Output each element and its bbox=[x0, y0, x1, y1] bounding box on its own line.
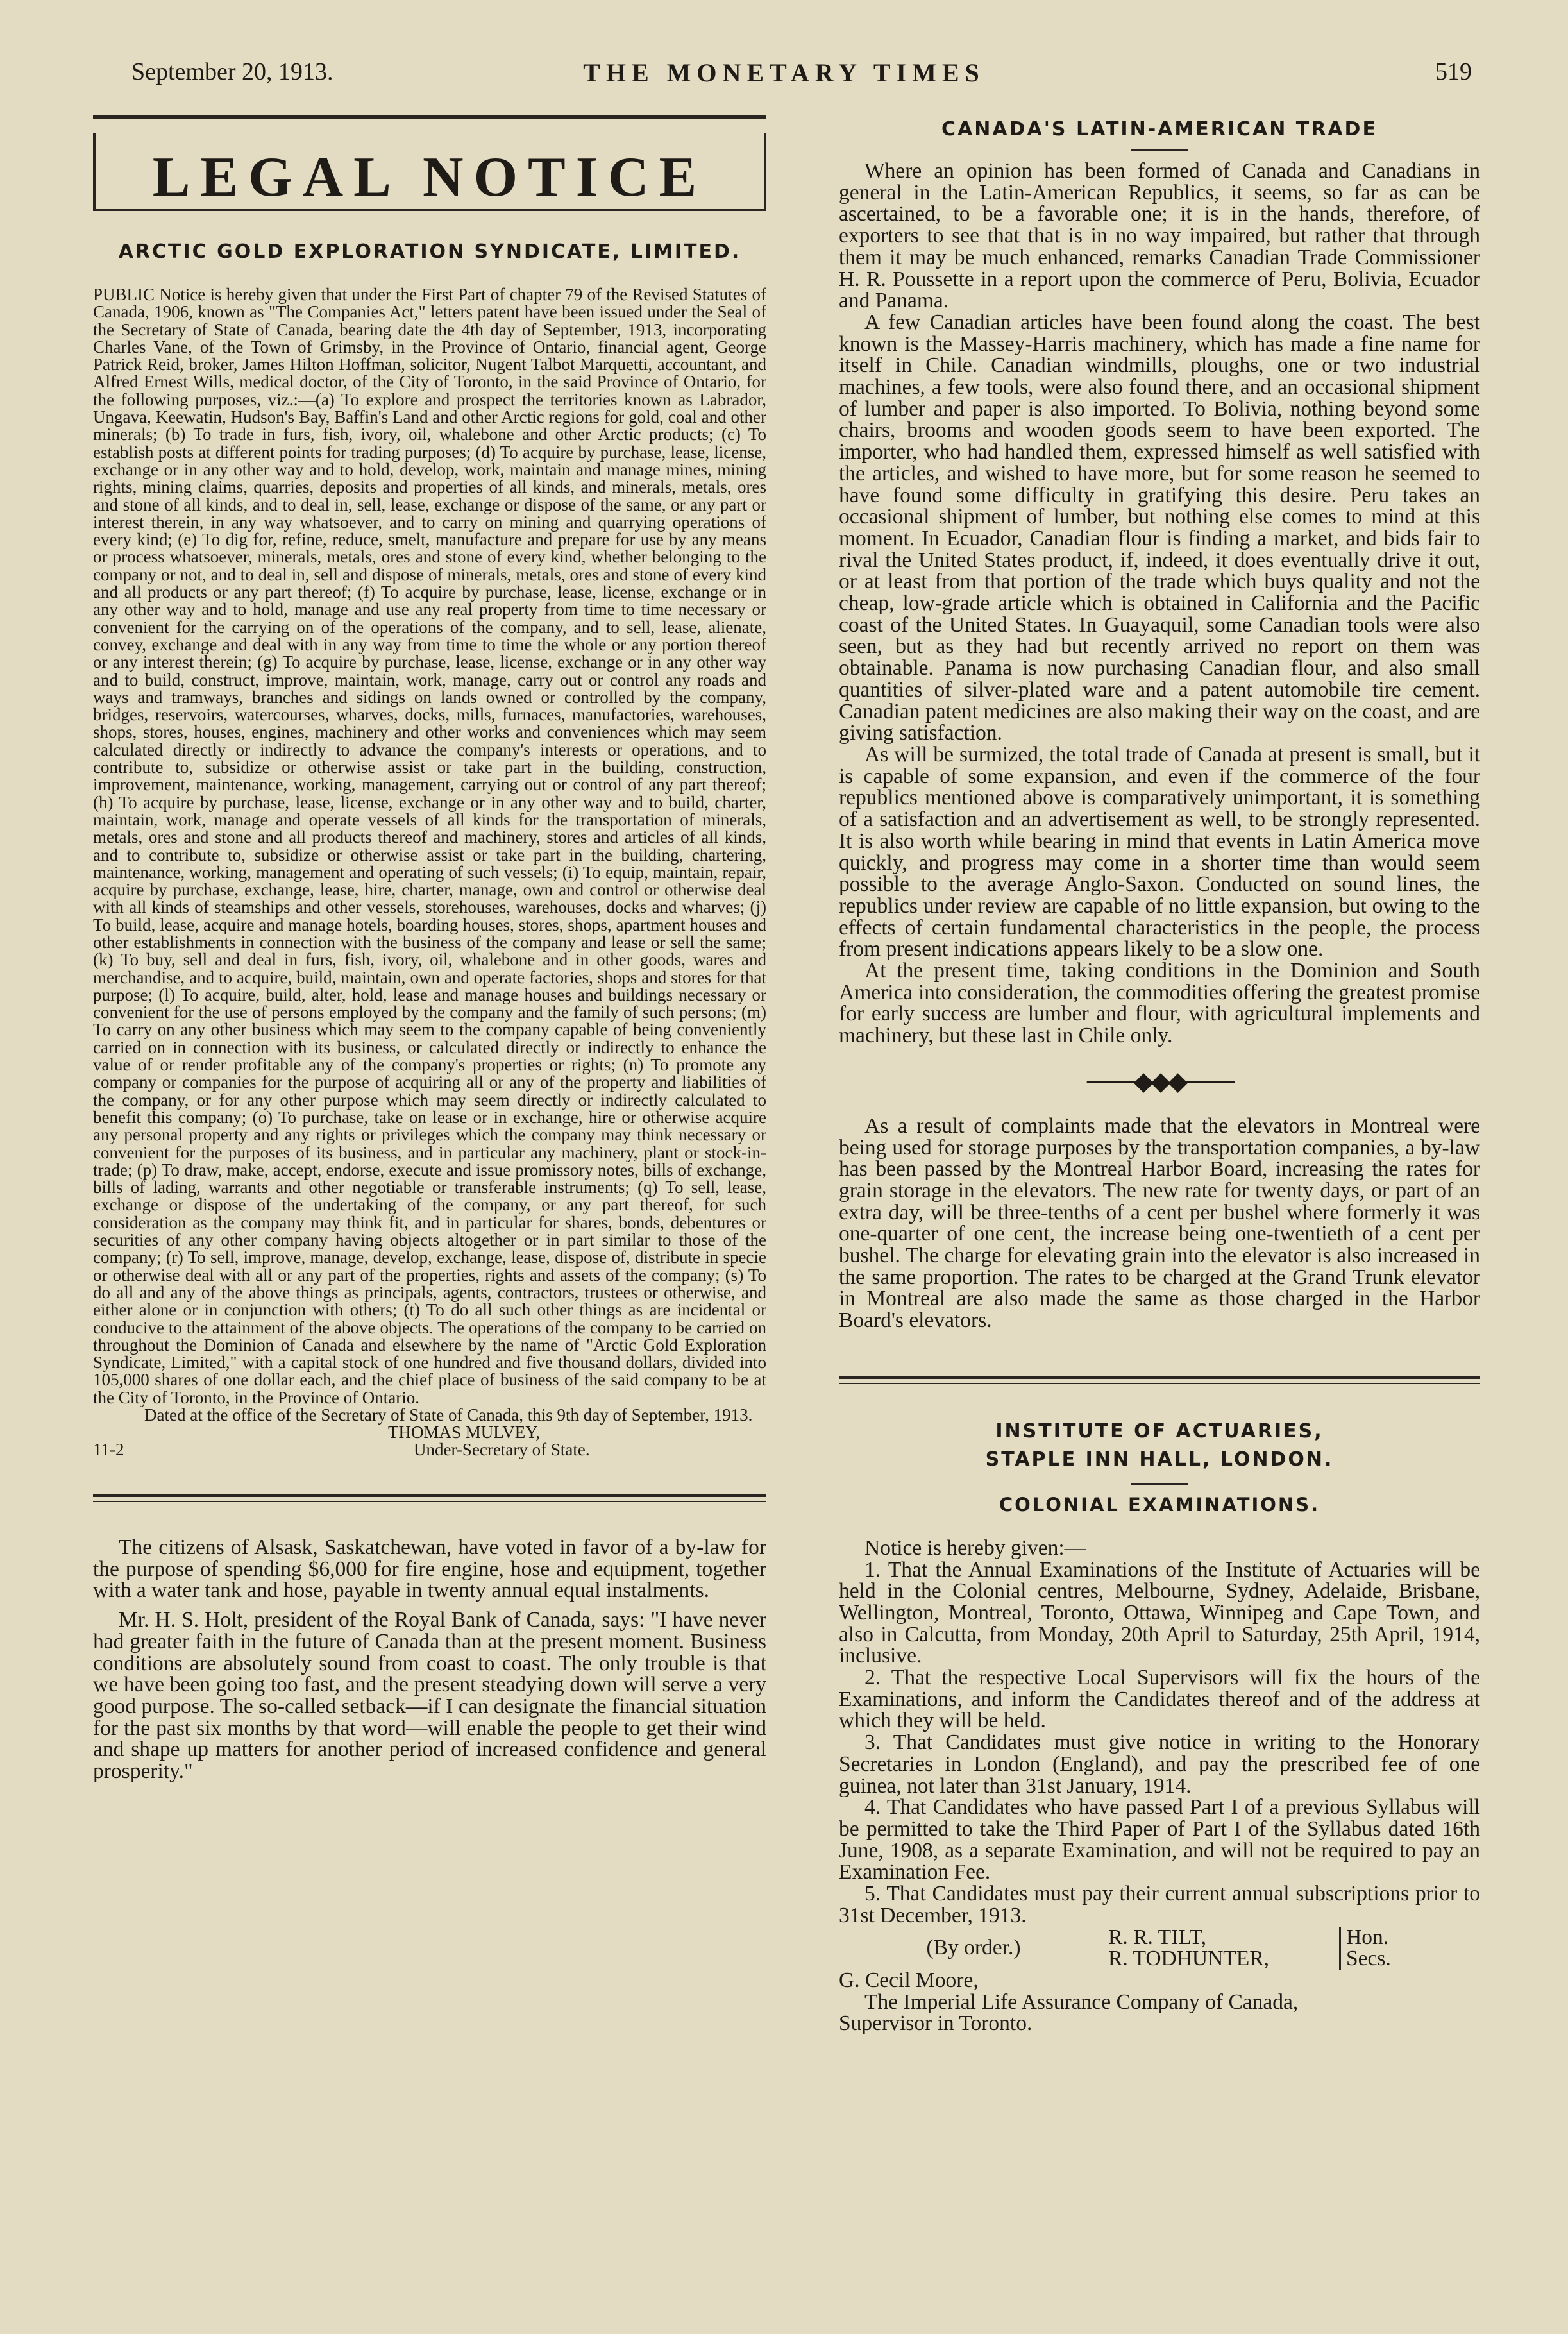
secretary-tilt: R. R. TILT, bbox=[1108, 1925, 1206, 1949]
actuaries-heading-2: STAPLE INN HALL, LONDON. bbox=[985, 1448, 1334, 1471]
legal-notice-title: LEGAL NOTICE bbox=[152, 146, 707, 208]
latin-paragraph-1: Where an opinion has been formed of Canada and Canadians in general in the Latin-American Republics, it seems, so far as can be ascertained, to be a favorable one; it is in the hands, therefore, of exporters to see that that is in no way impaired, but rather that through them it may be much enhanced, remarks Canadian Trade Commissioner H. R. Poussette in a report upon the commerce of Peru, Bolivia, Ecuador and Panama. bbox=[839, 159, 1480, 313]
hon-label: Hon. bbox=[1346, 1925, 1389, 1949]
left-section-divider bbox=[93, 1494, 766, 1502]
actuaries-heading-1: INSTITUTE OF ACTUARIES, bbox=[995, 1419, 1324, 1442]
contact-block bbox=[839, 1970, 1480, 2034]
by-order-label: (By order.) bbox=[926, 1936, 1021, 1960]
right-section-divider bbox=[839, 1376, 1480, 1384]
actuaries-item-4: 4. That Candidates who have passed Part I of a previous Syllabus will be permitted to take the Third Paper of Part I of the Syllabus dated 16th June, 1908, as a separate Examination, and will not be required to pay an Examination Fee. bbox=[839, 1795, 1480, 1884]
secretary-todhunter: R. TODHUNTER, bbox=[1108, 1947, 1269, 1971]
top-rule bbox=[93, 115, 766, 119]
latin-paragraph-3: As will be surmized, the total trade of Canada at present is small, but it is capable of some expansion, and even if the commerce of the four republics mentioned above is comparatively unimportant, it is something of a satisfaction and an advertisement as well, to be strongly represented. It is also worth while bearing in mind that events in Latin America move quickly, and progress may come in a shorter time than would seem possible to the average Anglo-Saxon. Conducted on sound lines, the republics under review are capable of no little expansion, but owing to the effects of certain fundamental characteristics in the people, the process from present indications appears likely to be a slow one. bbox=[839, 742, 1480, 961]
colonial-exams-heading: COLONIAL EXAMINATIONS. bbox=[999, 1493, 1320, 1516]
contact-role: Supervisor in Toronto. bbox=[839, 2011, 1033, 2036]
latin-paragraph-2: A few Canadian articles have been found along the coast. The best known is the Massey-Harris machinery, which has made a fine name for itself in Chile. Canadian windmills, ploughs, one or two industrial machines, a few tools, were also found there, and an occasional shipment of lumber and paper is also imported. To Bolivia, nothing beyond some chairs, brooms and wooden goods seem to have been exported. The importer, who had handled them, expressed himself as well satisfied with the articles, and wished to have more, but for some reason he seemed to have found some difficulty in gratifying this desire. Peru takes an occasional shipment of lumber, but nothing else comes to mind at this moment. In Ecuador, Canadian flour is finding a market, and bids fair to rival the United States product, if, indeed, it does eventually drive it out, or at least from that portion of the trade which buys quality and not the cheap, low-grade article which is obtained in California and the Pacific coast of the United States. In Guayaquil, some Canadian tools were also seen, but as they had but recently arrived no report on them was obtainable. Panama is now purchasing Canadian flour, and also small quantities of silver-plated ware and a patent automobile tire cement. Canadian patent medicines are also making their way on the coast, and are giving satisfaction. bbox=[839, 310, 1480, 745]
alsask-paragraph: The citizens of Alsask, Saskatchewan, have voted in favor of a by-law for the purpose of spending $6,000 for fire engine, hose and equipment, together with a water tank and hose, payable in twenty annual equal instalments. bbox=[93, 1535, 766, 1603]
actuaries-heading-rule bbox=[1131, 1483, 1188, 1485]
latin-paragraph-4: At the present time, taking conditions in the Dominion and South America into consideration, the commodities offering the greatest promise for early success are lumber and flour, with agricultural implements and machinery, but these last in Chile only. bbox=[839, 959, 1480, 1048]
left-column bbox=[93, 115, 766, 2271]
actuaries-item-1: 1. That the Annual Examinations of the Institute of Actuaries will be held in the Colonial centres, Melbourne, Sydney, Adelaide, Brisbane, Wellington, Montreal, Toronto, Ottawa, Winnipeg and Cape Town, and also in Calcutta, from Monday, 20th April to Saturday, 25th April, 1914, inclusive. bbox=[839, 1557, 1480, 1668]
latin-heading-rule bbox=[1131, 149, 1188, 151]
legal-notice-body: PUBLIC Notice is hereby given that under the First Part of chapter 79 of the Revised Statutes of Canada, 1906, known as "The Companies Act," letters patent have been issued under the Seal of the Secretary of State of Canada, bearing date the 4th day of September, 1913, incorporating Charles Vane, of the Town of Grimsby, in the Province of Ontario, financial agent, George Patrick Reid, broker, James Hilton Hoffman, solicitor, Nugent Talbot Marquetti, accountant, and Alfred Ernest Wills, medical doctor, of the City of Toronto, in the said Province of Ontario, for the following purposes, viz.:—(a) To explore and prospect the territories known as Labrador, Ungava, Keewatin, Hudson's Bay, Baffin's Land and other Arctic regions for gold, coal and other minerals; (b) To trade in furs, fish, ivory, oil, whalebone and other Arctic products; (c) To establish posts at different points for trading purposes; (d) To acquire by purchase, lease, license, exchange or in any other way and to hold, develop, work, maintain and manage mines, mining rights, mining claims, quarries, deposits and properties of all kinds, and minerals, metals, ores and stone of all kinds, and to deal in, sell, lease, exchange or dispose of the same, or any part or interest therein, in any way whatsoever, and to carry on mining and quarrying operations of every kind; (e) To dig for, refine, reduce, smelt, manufacture and prepare for use by any means or process whatsoever, minerals, metals, ores and stone of every kind, whether belonging to the company or not, and to deal in, sell and dispose of minerals, metals, ores and stone of every kind and all products or any part thereof; (f) To acquire by purchase, lease, license, exchange or in any other way and to hold, manage and use any real property from time to time necessary or convenient for the carrying on of the operations of the company, and to sell, lease, alienate, convey, exchange and deal with in any way from time to time the whole or any portion thereof or any interest therein; (g) To acquire by purchase, lease, license, exchange or in any other way and to build, construct, improve, maintain, work, manage, carry out or control any roads and ways and tramways, branches and sidings on lands owned or controlled by the company, bridges, reservoirs, watercourses, wharves, docks, mills, furnaces, manufactories, warehouses, shops, stores, houses, engines, machinery and other works and conveniences which may seem calculated directly or indirectly to advance the company's interests or operations, and to contribute to, subsidize or otherwise assist or take part in the building, construction, improvement, maintenance, working, management, carrying out or control of any part thereof; (h) To acquire by purchase, lease, license, exchange or in any other way and to build, charter, maintain, work, manage and operate vessels of all kinds for the transportation of minerals, metals, ores and stone and all products thereof and machinery, stores and articles of all kinds, and to contribute to, subsidize or otherwise assist or take part in the building, chartering, maintenance, working, management and operating of such vessels; (i) To equip, maintain, repair, acquire by purchase, exchange, lease, hire, charter, manage, own and control or otherwise deal with all kinds of steamships and other vessels, storehouses, warehouses, docks and wharves; (j) To build, lease, acquire and manage hotels, boarding houses, stores, shops, apartment houses and other establishments in connection with the business of the company and lease or sell the same; (k) To buy, sell and deal in furs, fish, ivory, oil, whalebone and in other goods, wares and merchandise, and to acquire, build, maintain, own and operate factories, shops and stores for that purpose; (l) To acquire, build, alter, hold, lease and manage houses and buildings necessary or convenient for the use of persons employed by the company and the family of such persons; (m) To carry on any other business which may seem to the company capable of being conveniently carried on in connection with its business, or calculated directly or indirectly to enhance the value of or render profitable any of the company's properties or rights; (n) To promote any company or companies for the purpose of acquiring all or any of the property and liabilities of the company, or for any other purpose which may seem directly or indirectly calculated to benefit this company; (o) To purchase, take on lease or in exchange, hire or otherwise acquire any personal property and any rights or privileges which the company may think necessary or convenient for the purposes of its business, and in particular any machinery, plant or stock-in-trade; (p) To draw, make, accept, endorse, execute and issue promissory notes, bills of exchange, bills of lading, warrants and other negotiable or transferable instruments; (q) To sell, lease, exchange or dispose of the undertaking of the company, or any part thereof, for such consideration as the company may think fit, and in particular for shares, bonds, debentures or securities of any other company having objects altogether or in part similar to those of the company; (r) To sell, improve, manage, develop, exchange, lease, dispose of, distribute in specie or otherwise deal with all or any part of the properties, rights and assets of the company; (s) To do all and any of the above things as principals, agents, contractors, trustees or otherwise, and either alone or in conjunction with others; (t) To do all such other things as are incidental or conducive to the attainment of the above objects. The operations of the company to be carried on throughout the Dominion of Canada and elsewhere by the name of "Arctic Gold Exploration Syndicate, Limited," with a capital stock of one hundred and five thousand dollars, divided into 105,000 shares of one dollar each, and the chief place of business of the said company to be at the City of Toronto, in the Province of Ontario. bbox=[93, 285, 766, 1407]
contact-company: The Imperial Life Assurance Company of Canada, bbox=[864, 1990, 1299, 2014]
issue-reference: 11-2 bbox=[93, 1440, 124, 1459]
elevators-paragraph: As a result of complaints made that the elevators in Montreal were being used for storage purposes by the transportation companies, a by-law has been passed by the Montreal Harbor Board, increasing the rates for grain storage in the elevators. The new rate for twenty days, or part of an extra day, will be three-tenths of a cent per bushel where formerly it was one-quarter of one cent, the increase being one-twentieth of a cent per bushel. The charge for elevating grain into the elevator is also increased in the same proportion. The rates to be charged at the Grand Trunk elevator in Montreal are also made the same as those charged in the Harbor Board's elevators. bbox=[839, 1113, 1480, 1333]
section-ornament: ───◆◆◆─── bbox=[1086, 1066, 1233, 1095]
signatory-row bbox=[93, 1441, 766, 1459]
actuaries-item-5: 5. That Candidates must pay their current annual subscriptions prior to 31st December, 1913. bbox=[839, 1882, 1480, 1927]
secs-label: Secs. bbox=[1346, 1947, 1391, 1971]
by-order-block bbox=[839, 1927, 1480, 1970]
header-date: September 20, 1913. bbox=[131, 58, 333, 85]
header-page-number: 519 bbox=[1435, 58, 1472, 85]
header-title: THE MONETARY TIMES bbox=[583, 58, 985, 87]
actuaries-item-3: 3. That Candidates must give notice in writing to the Honorary Secretaries in London (England), and pay the prescribed fee of one guinea, not later than 31st January, 1914. bbox=[839, 1730, 1480, 1798]
right-column bbox=[839, 115, 1480, 2271]
contact-name: G. Cecil Moore, bbox=[839, 1968, 979, 1992]
actuaries-item-2: 2. That the respective Local Supervisors will fix the hours of the Examinations, and inform the Candidates thereof and of the address at which they will be held. bbox=[839, 1666, 1480, 1733]
legal-notice-box bbox=[93, 133, 766, 209]
arctic-heading: ARCTIC GOLD EXPLORATION SYNDICATE, LIMITED. bbox=[118, 241, 741, 263]
actuaries-intro: Notice is hereby given:— bbox=[864, 1535, 1086, 1560]
signatory-title: Under-Secretary of State. bbox=[414, 1440, 590, 1459]
holt-paragraph: Mr. H. S. Holt, president of the Royal Bank of Canada, says: "I have never had greater faith in the future of Canada than at the present moment. Business conditions are absolutely sound from coast to coast. The only trouble is that we have been going too fast, and the present steadying down will serve a very good purpose. The so-called setback—if I can designate the financial situation for the past six months by that word—will enable the people to get their wind and shape up matters for another period of increased confidence and general prosperity." bbox=[93, 1608, 766, 1784]
legal-notice-dated: Dated at the office of the Secretary of State of Canada, this 9th day of September, 1913. bbox=[144, 1405, 753, 1425]
signatory-name: THOMAS MULVEY, bbox=[388, 1423, 541, 1442]
latin-trade-heading: CANADA'S LATIN-AMERICAN TRADE bbox=[941, 118, 1378, 140]
